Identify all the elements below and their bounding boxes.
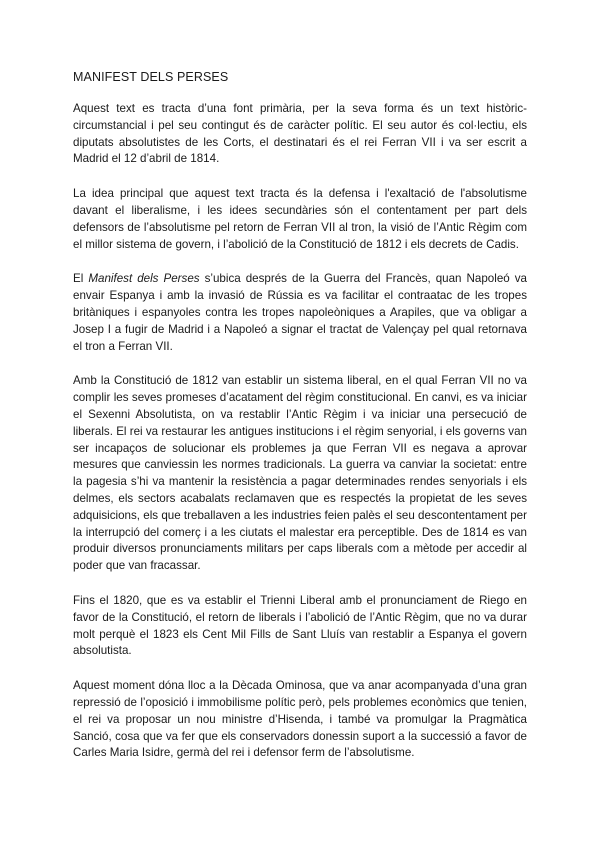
paragraph-liberal-triennium: Fins el 1820, que es va establir el Trienni Liberal amb el pronunciament de Riego en favor de la Constitució, el retorn de liberals i l’abolició de l’Antic Règim, que no va durar molt perquè el 1823 els Cent Mil Fills de Sant Lluís van restablir a Espanya el govern absolutista. [73,593,527,658]
manifest-title-emphasis: Manifest dels Perses [88,272,200,286]
document-title: MANIFEST DELS PERSES [73,70,229,84]
paragraph-introduction: Aquest text es tracta d’una font primària, per la seva forma és un text històric-circumstancial i pel seu contingut és de caràcter polític. El seu autor és col·lectiu, els diputats absolutistes de les Corts, el destinatari és el rei Ferran VII i va ser escrit a Madrid el 12 d’abril de 1814. [73,102,527,166]
paragraph-context-rest: s’ubica després de la Guerra del Francès, quan Napoleó va envair Espanya i amb la invasió de Rússia es va facilitar el contraatac de les tropes britàniques i espanyoles contra les tropes napoleòniques a Arapiles, que va obligar a Josep I a fugir de Madrid i a Napoleó a signar el tractat de Valençay pel qual retornava el tron a Ferran VII. [73,272,527,353]
paragraph-ominous-decade: Aquest moment dóna lloc a la Dècada Ominosa, que va anar acompanyada d’una gran repressió de l’oposició i immobilisme polític però, pels problemes econòmics que tenien, el rei va proposar un nou ministre d’Hisenda, i també va promulgar la Pragmàtica Sanció, cosa que va fer que els conservadors donessin suport a la successió a favor de Carles Maria Isidre, germà del rei i defensor ferm de l’absolutisme. [73,679,527,760]
paragraph-main-idea: La idea principal que aquest text tracta és la defensa i l'exaltació de l'absolutisme davant el liberalisme, i les idees secundàries són el contentament per part dels defensors de l’absolutisme pel retorn de Ferran VII al tron, la visió de l’Antic Règim com el millor sistema de govern, i l’abolició de la Constitució de 1812 i els decrets de Cadis. [73,187,527,251]
paragraph-constitution: Amb la Constitució de 1812 van establir un sistema liberal, en el qual Ferran VII no va complir les seves promeses d’acatament del règim constitucional. En canvi, es va iniciar el Sexenni Absolutista, on va restablir l’Antic Règim i va iniciar una persecució de liberals. El rei va restaurar les antigues institucions i el règim senyorial, i els governs van ser incapaços de solucionar els problemes ja que Ferran VII es negava a aprovar mesures que canviessin les normes tradicionals. La guerra va canviar la societat: entre la pagesia s’hi va mantenir la resistència a pagar determinades rendes senyorials i els delmes, els sectors acabalats reclamaven que es respectés la propietat de les seves adquisicions, els que treballaven a les industries feien palès el seu descontentament per la interrupció del comerç i a les ciutats el malestar era perceptible. Des de 1814 es van produir diversos pronunciaments militars per caps liberals com a mètode per accedir al poder que van fracassar. [73,374,527,573]
paragraph-context [73,271,527,355]
paragraph-context-lead: El [73,272,89,286]
